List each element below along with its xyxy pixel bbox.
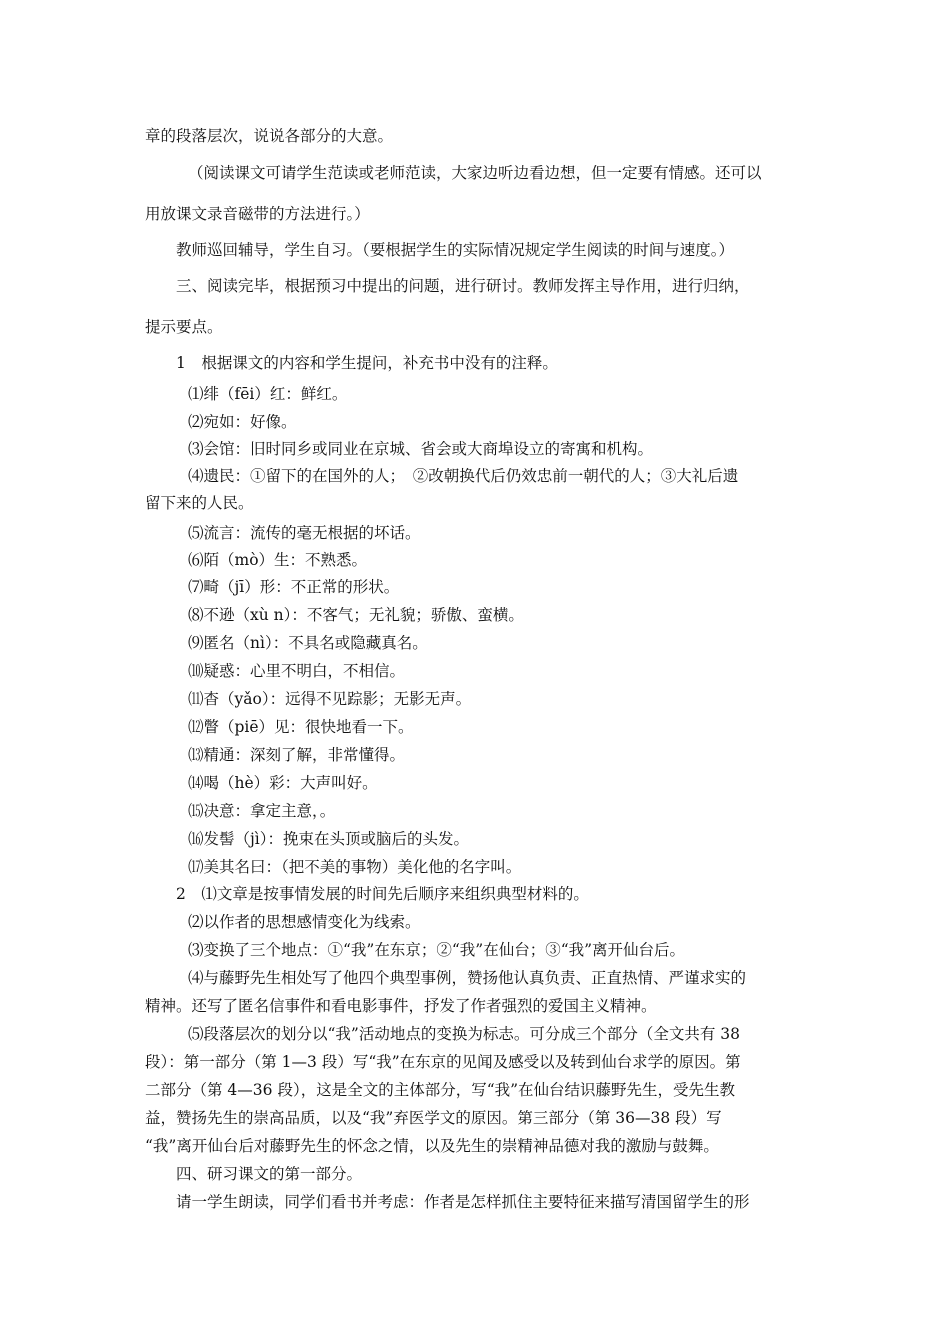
text-line: “我”离开仙台后对藤野先生的怀念之情，以及先生的崇精神品德对我的激励与鼓舞。 [145,1137,719,1155]
text-line: （阅读课文可请学生范读或老师范读，大家边听边看边想，但一定要有情感。还可以 [188,164,762,182]
text-line: 提示要点。 [145,318,223,336]
annotation-item: ⒂决意：拿定主意，。 [188,802,336,820]
text-line: 四、研习课文的第一部分。 [176,1165,363,1183]
text-line: 二部分（第 4—36 段），这是全文的主体部分，写“我”在仙台结识藤野先生，受先生教 [145,1081,736,1099]
annotation-item: ⒃发髻（jì）：挽束在头顶或脑后的头发。 [188,830,470,848]
annotation-item: ⑵宛如：好像。 [188,413,297,431]
text-line: 留下来的人民。 [145,494,254,512]
annotation-item: ⑾杳（yǎo）：远得不见踪影；无影无声。 [188,690,472,708]
annotation-item: ⑺畸（jī）形：不正常的形状。 [188,578,400,596]
annotation-item: ⑴绯（fēi）红：鲜红。 [188,385,348,403]
text-line: 益，赞扬先生的崇高品质，以及“我”弃医学文的原因。第三部分（第 36—38 段）写 [145,1109,722,1127]
text-line: 三、阅读完毕，根据预习中提出的问题，进行研讨。教师发挥主导作用，进行归纳， [176,277,750,295]
annotation-item: ⑷遗民：①留下的在国外的人； ②改朝换代后仍效忠前一朝代的人；③大礼后遗 [188,467,739,485]
annotation-item: ⑶会馆：旧时同乡或同业在京城、省会或大商埠设立的寄寓和机构。 [188,440,654,458]
annotation-item: ⑼匿名（nì）：不具名或隐藏真名。 [188,634,428,652]
text-line: 2 ⑴文章是按事情发展的时间先后顺序来组织典型材料的。 [176,885,589,903]
text-line: ⑶变换了三个地点：①“我”在东京；②“我”在仙台；③“我”离开仙台后。 [188,941,686,959]
text-line: 用放课文录音磁带的方法进行。） [145,205,370,223]
annotation-item: ⑸流言：流传的毫无根据的坏话。 [188,524,421,542]
text-line: 1 根据课文的内容和学生提问，补充书中没有的注释。 [176,354,558,372]
text-line: ⑵以作者的思想感情变化为线索。 [188,913,421,931]
text-line: 教师巡回辅导，学生自习。（要根据学生的实际情况规定学生阅读的时间与速度。） [176,241,735,259]
text-line: 段）：第一部分（第 1—3 段）写“我”在东京的见闻及感受以及转到仙台求学的原因。第 [145,1053,741,1071]
annotation-item: ⒀精通：深刻了解，非常懂得。 [188,746,406,764]
text-line: 章的段落层次，说说各部分的大意。 [145,127,394,145]
annotation-item: ⒁喝（hè）彩：大声叫好。 [188,774,378,792]
text-line: ⑷与藤野先生相处写了他四个典型事例，赞扬他认真负责、正直热情、严谨求实的 [188,969,747,987]
text-line: ⑸段落层次的划分以“我”活动地点的变换为标志。可分成三个部分（全文共有 38 [188,1025,741,1043]
text-line: 精神。还写了匿名信事件和看电影事件，抒发了作者强烈的爱国主义精神。 [145,997,657,1015]
annotation-item: ⑻不逊（xù n）：不客气；无礼貌；骄傲、蛮横。 [188,606,524,624]
annotation-item: ⑽疑惑：心里不明白，不相信。 [188,662,406,680]
text-line: 请一学生朗读，同学们看书并考虑：作者是怎样抓住主要特征来描写清国留学生的形 [176,1193,750,1211]
annotation-item: ⑿瞥（piē）见：很快地看一下。 [188,718,414,736]
annotation-item: ⒄美其名曰：（把不美的事物）美化他的名字叫。 [188,858,522,876]
annotation-item: ⑹陌（mò）生：不熟悉。 [188,551,368,569]
